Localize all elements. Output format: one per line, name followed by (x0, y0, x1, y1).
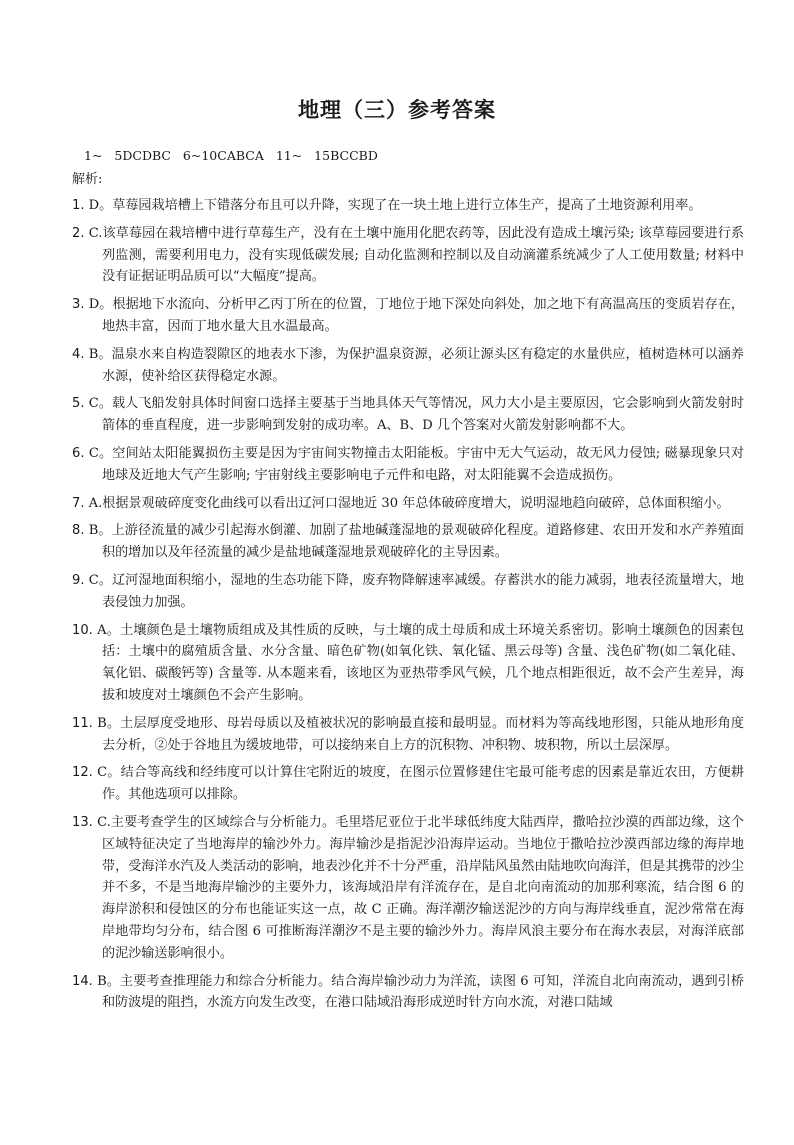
item-text: C.该草莓园在栽培槽中进行草莓生产，没有在土壤中施用化肥农药等，因此没有造成土壤污染; 该草莓园要进行系列监测，需要利用电力，没有实现低碳发展; 自动化监测和控制以及自动滴灌系统减少了人工使用数量; 材料中没有证据证明品质可以“大幅度”提高。 (88, 225, 744, 285)
explanation-item (72, 520, 744, 564)
explanation-item (72, 762, 744, 806)
explanation-item (72, 443, 744, 487)
explanation-item (72, 570, 744, 614)
item-text: C。载人飞船发射具体时间窗口选择主要基于当地具体天气等情况，风力大小是主要原因，它会影响到火箭发射时箭体的垂直程度，进一步影响到发射的成功率。A、B、D 几个答案对火箭发射影响都不大。 (88, 396, 744, 434)
item-number: 4. (72, 346, 89, 362)
item-text: B。土层厚度受地形、母岩母质以及植被状况的影响最直接和最明显。而材料为等高线地形图，只能从地形角度去分析，②处于谷地且为缓坡地带，可以接纳来自上方的沉积物、冲积物、坡积物，所以土层深厚。 (97, 715, 744, 753)
item-text: A。土壤颜色是土壤物质组成及其性质的反映，与土壤的成土母质和成土环境关系密切。影响土壤颜色的因素包括：土壤中的腐殖质含量、水分含量、暗色矿物(如氧化铁、氧化锰、黑云母等) 含量、浅色矿物(如二氧化硅、氧化铝、碳酸钙等) 含量等. 从本题来看，该地区为亚热带季风气候，几个地点相距很近，故不会产生差异，海拔和坡度对土壤颜色不会产生影响。 (97, 622, 744, 703)
item-text: C。辽河湿地面积缩小，湿地的生态功能下降，废弃物降解速率减缓。存蓄洪水的能力减弱，地表径流量增大，地表侵蚀力加强。 (88, 572, 744, 610)
item-number: 5. (72, 396, 89, 412)
item-number: 10. (72, 622, 98, 638)
item-number: 2. (72, 225, 89, 241)
item-text: C.主要考查学生的区域综合与分析能力。毛里塔尼亚位于北半球低纬度大陆西岸，撒哈拉沙漠的西部边缘，这个区域特征决定了当地海岸的输沙外力。海岸输沙是指泥沙沿海岸运动。当地位于撒哈拉沙漠西部边缘的海岸地带，受海洋水汽及人类活动的影响，地表沙化并不十分严重，沿岸陆风虽然由陆地吹向海洋，但是其携带的沙尘并不多，不是当地海岸输沙的主要外力，该海域沿岸有洋流存在，是自北向南流动的加那利寒流，结合图 6 的海岸淤积和侵蚀区的分布也能证实这一点，故 C 正确。海洋潮汐输送泥沙的方向与海岸线垂直，泥沙常常在海岸地带均匀分布，结合图 6 可推断海洋潮汐不是主要的输沙外力。海岸风浪主要分布在海水表层，对海洋底部的泥沙输送影响很小。 (97, 814, 744, 961)
explanation-item (72, 620, 744, 707)
explanation-item (72, 195, 744, 217)
item-text: A.根据景观破碎度变化曲线可以看出辽河口湿地近 30 年总体破碎度增大，说明湿地趋向破碎，总体面积缩小。 (88, 495, 730, 511)
explanation-item (72, 294, 744, 338)
item-text: D。根据地下水流向、分析甲乙丙丁所在的位置，丁地位于地下深处向斜处，加之地下有高温高压的变质岩存在，地热丰富，因而丁地水量大且水温最高。 (88, 297, 745, 334)
item-number: 6. (72, 445, 89, 461)
item-text: D。草莓园栽培槽上下错落分布且可以升降，实现了在一块土地上进行立体生产，提高了土地资源利用率。 (88, 198, 702, 213)
page-title: 地理（三）参考答案 (298, 98, 496, 122)
item-number: 8. (72, 523, 89, 539)
analysis-label: 解析: (72, 172, 103, 187)
item-text: B。上游径流量的减少引起海水倒灌、加剧了盐地碱蓬湿地的景观破碎化程度。道路修建、农田开发和水产养殖面积的增加以及年径流量的减少是盐地碱蓬湿地景观破碎化的主导因素。 (88, 523, 745, 561)
item-text: B。主要考查推理能力和综合分析能力。结合海岸输沙动力为洋流，读图 6 可知，洋流自北向南流动，遇到引桥和防波堤的阻挡，水流方向发生改变，在港口陆域沿海形成逆时针方向水流，对港口陆域 (97, 973, 744, 1011)
item-number: 11. (72, 715, 98, 731)
answer-key: 1~ 5DCDBC 6~10CABCA 11~ 15BCCBD (84, 148, 378, 163)
item-number: 3. (72, 297, 89, 313)
item-number: 9. (72, 572, 89, 588)
item-text: C。空间站太阳能翼损伤主要是因为宇宙间实物撞击太阳能板。宇宙中无大气运动，故无风力侵蚀; 磁暴现象只对地球及近地大气产生影响; 宇宙射线主要影响电子元件和电路，对太阳能翼不会造成损伤。 (88, 445, 745, 483)
item-text: B。温泉水来自构造裂隙区的地表水下渗，为保护温泉资源，必须让源头区有稳定的水量供应，植树造林可以涵养水源，使补给区获得稳定水源。 (88, 346, 745, 384)
explanation-item (72, 971, 744, 1015)
explanation-item (72, 393, 744, 437)
item-number: 7. (72, 495, 89, 511)
explanation-item (72, 223, 744, 288)
explanation-item (72, 812, 744, 965)
explanation-item (72, 493, 744, 515)
item-text: C。结合等高线和经纬度可以计算住宅附近的坡度，在图示位置修建住宅最可能考虑的因素是靠近农田，方便耕作。其他选项可以排除。 (97, 765, 744, 803)
item-number: 13. (72, 814, 98, 830)
explanation-item (72, 344, 744, 388)
explanation-item (72, 713, 744, 757)
item-number: 12. (72, 765, 98, 781)
answer-explanations (72, 195, 744, 1020)
item-number: 14. (72, 973, 98, 989)
item-number: 1. (72, 198, 89, 213)
